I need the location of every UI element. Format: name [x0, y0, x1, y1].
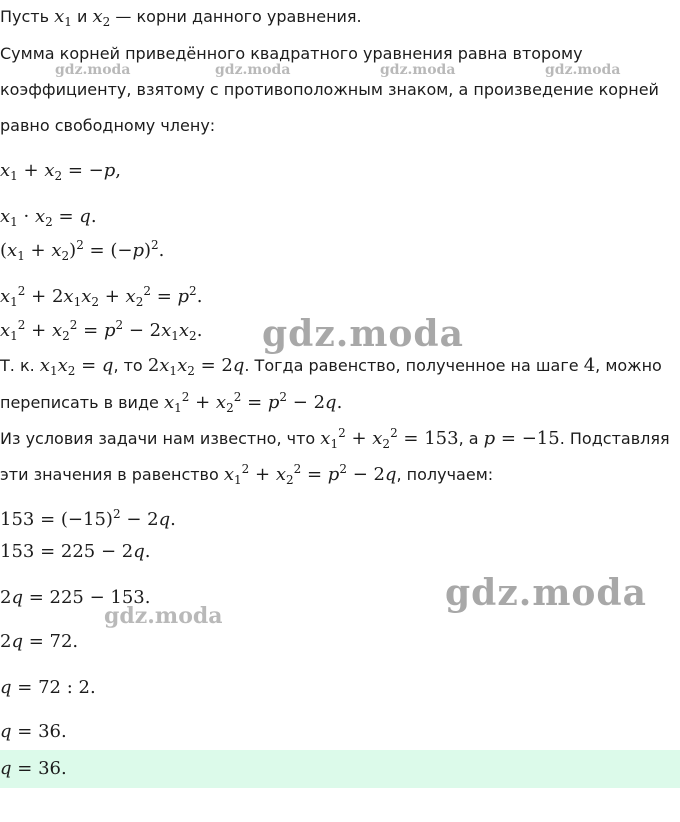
watermark: gdz.moda	[380, 62, 456, 78]
watermark: gdz.moda	[215, 62, 291, 78]
calc-step-2: 153 = 225 − 2q.	[0, 541, 151, 562]
final-answer: q = 36.	[0, 758, 67, 779]
intro-line: Пусть $x_1$ и $x_2$ — корни данного уравнения.	[0, 6, 362, 29]
paragraph-line: Т. к. $x_1x_2 = q$, то $2x_1x_2 = 2q$. Тогда равенство, полученное на шаге 4, можно	[0, 355, 662, 378]
watermark: gdz.moda	[55, 62, 131, 78]
paragraph-line: переписать в виде $x_1^2 + x_2^2 = p^2 - 2q$.	[0, 390, 343, 415]
calc-step-6: q = 36.	[0, 721, 67, 742]
watermark: gdz.moda	[545, 62, 621, 78]
formula-product: $x_1 \cdot x_2 = q$.	[0, 206, 97, 229]
formula-squares: $x_1^2 + x_2^2 = p^2 - 2x_1x_2$.	[0, 318, 203, 343]
calc-step-4: 2q = 72.	[0, 631, 79, 652]
calc-step-1: $153 = (-15)^2 - 2q$.	[0, 507, 176, 530]
calc-step-3: 2q = 225 − 153.	[0, 587, 151, 608]
watermark-medium: gdz.moda	[104, 603, 223, 629]
formula-square-sum: $(x_1 + x_2)^2 = (-p)^2$.	[0, 238, 165, 263]
formula-sum: $x_1 + x_2 = -p$,	[0, 160, 121, 183]
calc-step-5: q = 72 : 2.	[0, 677, 96, 698]
paragraph-line: равно свободному члену:	[0, 116, 216, 135]
watermark-large: gdz.moda	[445, 572, 647, 614]
paragraph-line: эти значения в равенство $x_1^2 + x_2^2 = p^2 - 2q$, получаем:	[0, 462, 494, 487]
answer-highlight	[0, 750, 680, 788]
watermark-large: gdz.moda	[262, 313, 464, 355]
formula-expanded: $x_1^2 + 2x_1x_2 + x_2^2 = p^2$.	[0, 284, 203, 309]
paragraph-line: коэффициенту, взятому с противоположным знаком, а произведение корней	[0, 80, 659, 99]
paragraph-line: Из условия задачи нам известно, что $x_1^2 + x_2^2 = 153$, а p = −15. Подставляя	[0, 426, 670, 451]
paragraph-line: Сумма корней приведённого квадратного уравнения равна второму	[0, 44, 583, 63]
